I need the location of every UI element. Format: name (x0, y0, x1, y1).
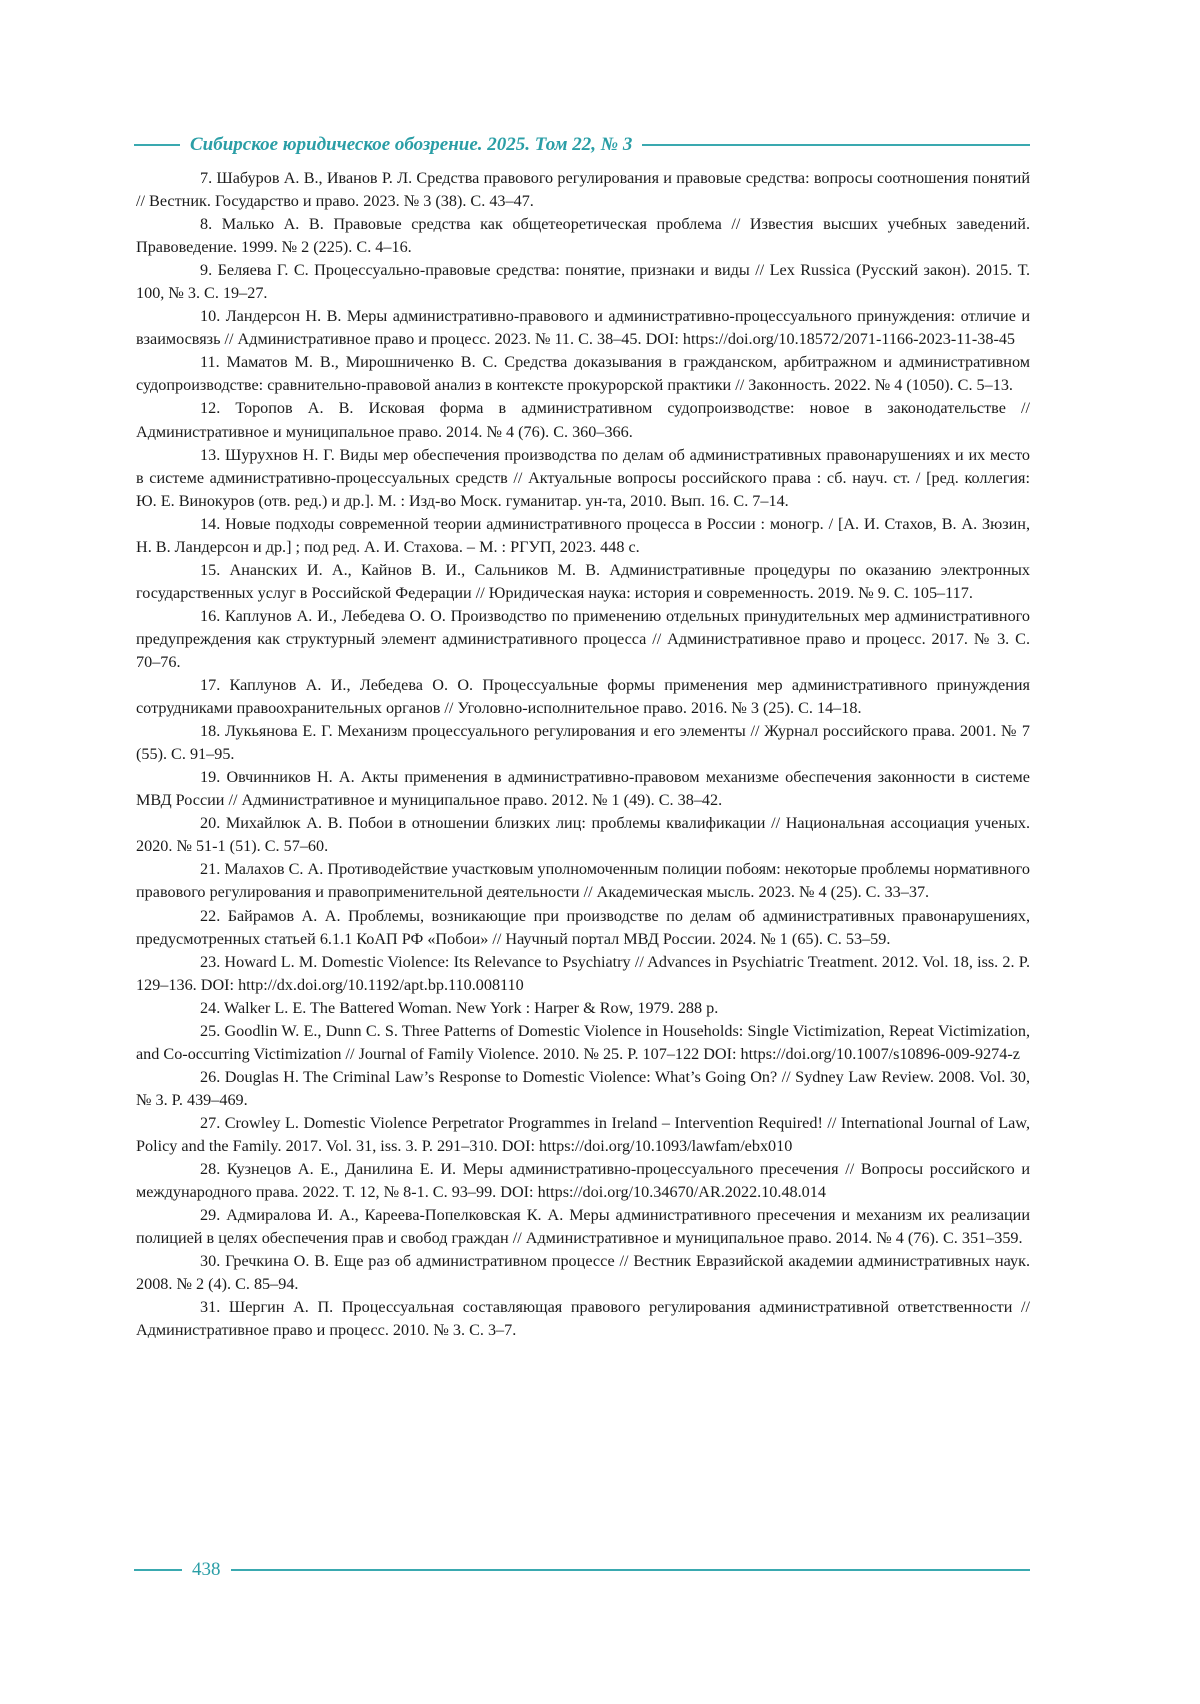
reference-item: 19. Овчинников Н. А. Акты применения в административно-правовом механизме обеспечения законности в системе МВД России // Административное и муниципальное право. 2012. № 1 (49). С. 38–42. (136, 766, 1030, 812)
reference-item: 16. Каплунов А. И., Лебедева О. О. Производство по применению отдельных принудительных мер административного предупреждения как структурный элемент административного процесса // Административное право и процесс. 2017. № 3. С. 70–76. (136, 605, 1030, 674)
reference-item: 9. Беляева Г. С. Процессуально-правовые средства: понятие, признаки и виды // Lex Russica (Русский закон). 2015. Т. 100, № 3. С. 19–27. (136, 259, 1030, 305)
reference-item: 12. Торопов А. В. Исковая форма в административном судопроизводстве: новое в законодательстве // Административное и муниципальное право. 2014. № 4 (76). С. 360–366. (136, 397, 1030, 443)
reference-item: 29. Адмиралова И. А., Кареева-Попелковская К. А. Меры административного пресечения и механизм их реализации полицией в целях обеспечения прав и свобод граждан // Административное и муниципальное право. 2014. № 4 (76). С. 351–359. (136, 1204, 1030, 1250)
reference-item: 7. Шабуров А. В., Иванов Р. Л. Средства правового регулирования и правовые средства: вопросы соотношения понятий // Вестник. Государство и право. 2023. № 3 (38). С. 43–47. (136, 167, 1030, 213)
reference-item: 24. Walker L. E. The Battered Woman. New York : Harper & Row, 1979. 288 p. (136, 997, 1030, 1020)
reference-item: 18. Лукьянова Е. Г. Механизм процессуального регулирования и его элементы // Журнал российского права. 2001. № 7 (55). С. 91–95. (136, 720, 1030, 766)
header-rule-right (642, 144, 1030, 146)
reference-list (136, 167, 1030, 1342)
reference-item: 27. Crowley L. Domestic Violence Perpetrator Programmes in Ireland – Intervention Required! // International Journal of Law, Policy and the Family. 2017. Vol. 31, iss. 3. P. 291–310. DOI: https://doi.org/10.1093/lawfam/ebx010 (136, 1112, 1030, 1158)
reference-item: 10. Ландерсон Н. В. Меры административно-правового и административно-процессуального принуждения: отличие и взаимосвязь // Административное право и процесс. 2023. № 11. С. 38–45. DOI: https://doi.org/10.18572/2071-1166-2023-11-38-45 (136, 305, 1030, 351)
footer-rule-left (134, 1569, 182, 1571)
reference-item: 17. Каплунов А. И., Лебедева О. О. Процессуальные формы применения мер административного принуждения сотрудниками правоохранительных органов // Уголовно-исполнительное право. 2016. № 3 (25). С. 14–18. (136, 674, 1030, 720)
reference-item: 11. Маматов М. В., Мирошниченко В. С. Средства доказывания в гражданском, арбитражном и административном судопроизводстве: сравнительно-правовой анализ в контексте прокурорской практики // Законность. 2022. № 4 (1050). С. 5–13. (136, 351, 1030, 397)
reference-item: 14. Новые подходы современной теории административного процесса в России : моногр. / [А. И. Стахов, В. А. Зюзин, Н. В. Ландерсон и др.] ; под ред. А. И. Стахова. – М. : РГУП, 2023. 448 с. (136, 513, 1030, 559)
reference-item: 21. Малахов С. А. Противодействие участковым уполномоченным полиции побоям: некоторые проблемы нормативного правового регулирования и правоприменительной деятельности // Академическая мысль. 2023. № 4 (25). С. 33–37. (136, 858, 1030, 904)
reference-item: 13. Шурухнов Н. Г. Виды мер обеспечения производства по делам об административных правонарушениях и их место в системе административно-процессуальных средств // Актуальные вопросы российского права : сб. науч. ст. / [ред. коллегия: Ю. Е. Винокуров (отв. ред.) и др.]. М. : Изд-во Моск. гуманитар. ун-та, 2010. Вып. 16. С. 7–14. (136, 444, 1030, 513)
reference-item: 8. Малько А. В. Правовые средства как общетеоретическая проблема // Известия высших учебных заведений. Правоведение. 1999. № 2 (225). С. 4–16. (136, 213, 1030, 259)
reference-item: 25. Goodlin W. E., Dunn C. S. Three Patterns of Domestic Violence in Households: Single Victimization, Repeat Victimization, and Co-occurring Victimization // Journal of Family Violence. 2010. № 25. P. 107–122 DOI: https://doi.org/10.1007/s10896-009-9274-z (136, 1020, 1030, 1066)
journal-title: Сибирское юридическое обозрение. 2025. Том 22, № 3 (180, 134, 642, 156)
running-header (134, 131, 1030, 159)
footer-rule-right (231, 1569, 1031, 1571)
header-rule-left (134, 144, 180, 146)
reference-item: 23. Howard L. M. Domestic Violence: Its Relevance to Psychiatry // Advances in Psychiatric Treatment. 2012. Vol. 18, iss. 2. P. 129–136. DOI: http://dx.doi.org/10.1192/apt.bp.110.008110 (136, 951, 1030, 997)
page-number: 438 (182, 1559, 231, 1581)
reference-item: 30. Гречкина О. В. Еще раз об административном процессе // Вестник Евразийской академии административных наук. 2008. № 2 (4). С. 85–94. (136, 1250, 1030, 1296)
reference-item: 20. Михайлюк А. В. Побои в отношении близких лиц: проблемы квалификации // Национальная ассоциация ученых. 2020. № 51-1 (51). С. 57–60. (136, 812, 1030, 858)
page-footer (134, 1557, 1030, 1583)
reference-item: 22. Байрамов А. А. Проблемы, возникающие при производстве по делам об административных правонарушениях, предусмотренных статьей 6.1.1 КоАП РФ «Побои» // Научный портал МВД России. 2024. № 1 (65). С. 53–59. (136, 905, 1030, 951)
reference-item: 31. Шергин А. П. Процессуальная составляющая правового регулирования административной ответственности // Административное право и процесс. 2010. № 3. С. 3–7. (136, 1296, 1030, 1342)
reference-item: 26. Douglas H. The Criminal Law’s Response to Domestic Violence: What’s Going On? // Sydney Law Review. 2008. Vol. 30, № 3. P. 439–469. (136, 1066, 1030, 1112)
reference-item: 15. Ананских И. А., Кайнов В. И., Сальников М. В. Административные процедуры по оказанию электронных государственных услуг в Российской Федерации // Юридическая наука: история и современность. 2019. № 9. С. 105–117. (136, 559, 1030, 605)
reference-item: 28. Кузнецов А. Е., Данилина Е. И. Меры административно-процессуального пресечения // Вопросы российского и международного права. 2022. Т. 12, № 8-1. С. 93–99. DOI: https://doi.org/10.34670/AR.2022.10.48.014 (136, 1158, 1030, 1204)
